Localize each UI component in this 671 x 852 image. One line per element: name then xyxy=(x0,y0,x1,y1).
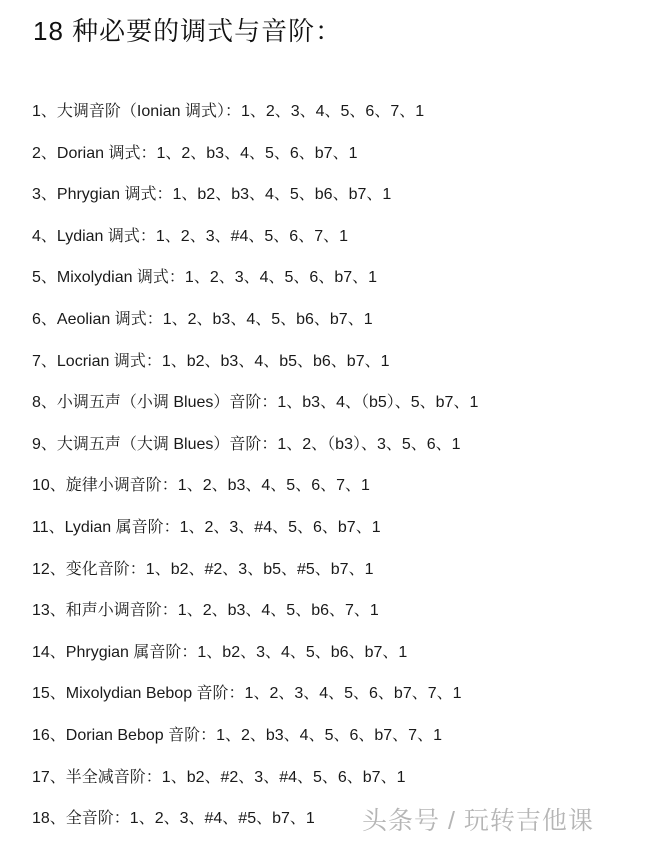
list-item: 11、Lydian 属音阶：1、2、3、#4、5、6、b7、1 xyxy=(32,518,381,536)
list-item: 3、Phrygian 调式：1、b2、b3、4、5、b6、b7、1 xyxy=(32,186,392,204)
list-item: 16、Dorian Bebop 音阶：1、2、b3、4、5、6、b7、7、1 xyxy=(32,726,442,744)
list-item: 12、变化音阶：1、b2、#2、3、b5、#5、b7、1 xyxy=(32,560,374,578)
list-item: 4、Lydian 调式：1、2、3、#4、5、6、7、1 xyxy=(32,227,348,245)
page-title: 18 种必要的调式与音阶： xyxy=(33,16,343,46)
list-item: 7、Locrian 调式：1、b2、b3、4、b5、b6、b7、1 xyxy=(32,352,390,370)
list-item: 10、旋律小调音阶：1、2、b3、4、5、6、7、1 xyxy=(32,477,370,495)
list-item: 6、Aeolian 调式：1、2、b3、4、5、b6、b7、1 xyxy=(32,310,373,328)
list-item: 13、和声小调音阶：1、2、b3、4、5、b6、7、1 xyxy=(32,602,379,620)
scale-list xyxy=(32,99,478,848)
watermark: 头条号 / 玩转吉他课 xyxy=(362,807,594,835)
list-item: 15、Mixolydian Bebop 音阶：1、2、3、4、5、6、b7、7、1 xyxy=(32,685,462,703)
list-item: 18、全音阶：1、2、3、#4、#5、b7、1 xyxy=(32,810,315,828)
list-item: 5、Mixolydian 调式：1、2、3、4、5、6、b7、1 xyxy=(32,269,378,287)
list-item: 2、Dorian 调式：1、2、b3、4、5、6、b7、1 xyxy=(32,144,358,162)
list-item: 14、Phrygian 属音阶：1、b2、3、4、5、b6、b7、1 xyxy=(32,643,408,661)
list-item: 17、半全减音阶：1、b2、#2、3、#4、5、6、b7、1 xyxy=(32,768,406,786)
list-item: 9、大调五声（大调 Blues）音阶：1、2、（b3）、3、5、6、1 xyxy=(32,435,461,453)
list-item: 1、大调音阶（Ionian 调式）：1、2、3、4、5、6、7、1 xyxy=(32,103,425,120)
list-item: 8、小调五声（小调 Blues）音阶：1、b3、4、（b5）、5、b7、1 xyxy=(32,394,479,412)
